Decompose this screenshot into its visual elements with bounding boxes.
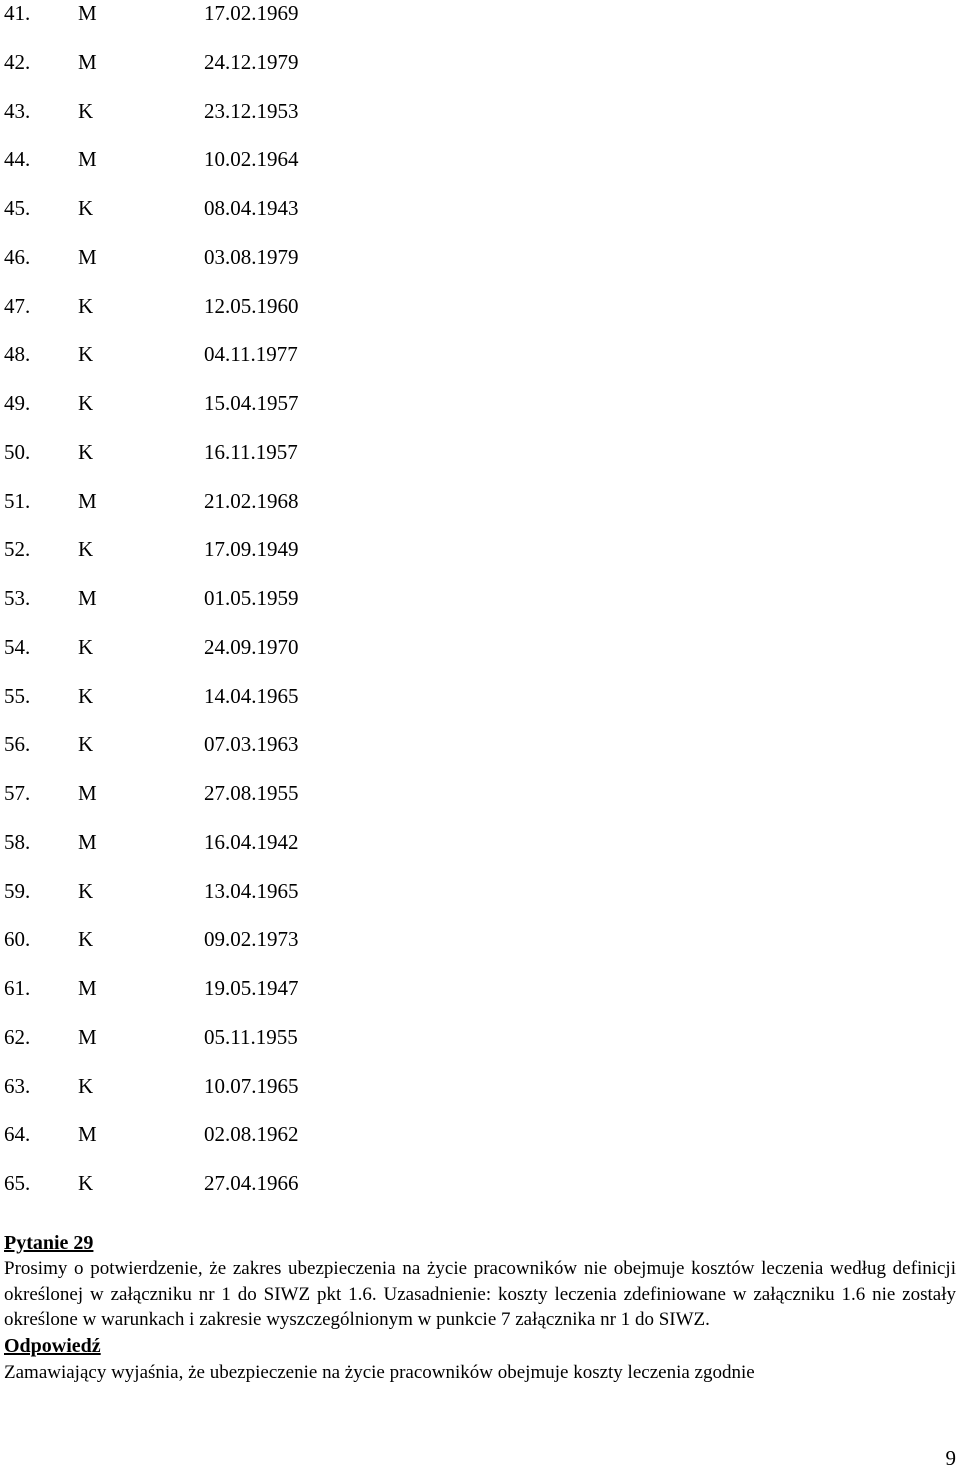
record-sex: K xyxy=(78,342,94,367)
record-num: 51. xyxy=(4,488,31,513)
record-sex: K xyxy=(78,1073,94,1098)
record-num: 53. xyxy=(4,586,31,610)
record-sex: K xyxy=(78,683,94,708)
record-date: 23.12.1953 xyxy=(204,98,299,123)
record-date: 03.08.1979 xyxy=(204,244,299,269)
list-item xyxy=(0,193,400,223)
record-date: 05.11.1955 xyxy=(204,1024,298,1049)
record-date: 09.02.1973 xyxy=(204,927,299,952)
list-item xyxy=(0,388,400,418)
record-date: 12.05.1960 xyxy=(204,293,299,318)
list-item xyxy=(0,291,400,321)
record-sex: K xyxy=(78,1171,94,1195)
record-sex: M xyxy=(78,829,97,854)
record-date: 13.04.1965 xyxy=(204,878,299,903)
record-sex: M xyxy=(78,1122,97,1147)
record-num: 48. xyxy=(4,342,31,367)
list-item xyxy=(0,973,400,1003)
record-num: 44. xyxy=(4,147,31,172)
record-sex: K xyxy=(78,634,94,659)
record-date: 17.02.1969 xyxy=(204,1,299,25)
record-sex: M xyxy=(78,586,97,610)
record-sex: K xyxy=(78,927,94,952)
list-item xyxy=(0,681,400,711)
record-date: 24.12.1979 xyxy=(204,49,299,74)
list-item xyxy=(0,876,400,906)
list-item xyxy=(0,924,400,954)
record-sex: K xyxy=(78,878,94,903)
record-date: 10.02.1964 xyxy=(204,147,299,172)
record-num: 41. xyxy=(4,1,31,25)
record-sex: M xyxy=(78,1,97,25)
record-num: 56. xyxy=(4,732,31,757)
question-heading: Pytanie 29 xyxy=(4,1232,94,1254)
record-num: 65. xyxy=(4,1171,31,1195)
answer-heading: Odpowiedź xyxy=(4,1334,101,1357)
record-sex: K xyxy=(78,98,94,123)
record-date: 17.09.1949 xyxy=(204,537,299,562)
record-num: 58. xyxy=(4,829,31,854)
record-date: 14.04.1965 xyxy=(204,683,299,708)
list-item xyxy=(0,144,400,174)
record-num: 43. xyxy=(4,98,31,123)
list-item xyxy=(0,486,400,516)
record-sex: M xyxy=(78,147,97,172)
list-item xyxy=(0,96,400,126)
record-date: 19.05.1947 xyxy=(204,976,299,1000)
record-num: 55. xyxy=(4,683,31,708)
record-date: 16.11.1957 xyxy=(204,439,298,464)
list-item xyxy=(0,1119,400,1149)
record-num: 63. xyxy=(4,1073,31,1098)
record-num: 50. xyxy=(4,439,31,464)
record-num: 59. xyxy=(4,878,31,903)
record-date: 10.07.1965 xyxy=(204,1073,299,1098)
page-number: 9 xyxy=(945,1446,956,1470)
list-item xyxy=(0,437,400,467)
list-item xyxy=(0,778,400,808)
record-num: 46. xyxy=(4,244,31,269)
answer-body: Zamawiający wyjaśnia, że ubezpieczenie na życie pracowników obejmuje koszty leczenia zgodnie xyxy=(4,1361,755,1383)
record-sex: M xyxy=(78,781,97,805)
record-num: 47. xyxy=(4,293,31,318)
list-item xyxy=(0,339,400,369)
record-sex: K xyxy=(78,391,94,415)
list-item xyxy=(0,827,400,857)
record-date: 24.09.1970 xyxy=(204,634,299,659)
list-item xyxy=(0,1022,400,1052)
record-sex: M xyxy=(78,488,97,513)
list-item xyxy=(0,1168,400,1198)
record-date: 27.04.1966 xyxy=(204,1171,299,1195)
record-date: 21.02.1968 xyxy=(204,488,299,513)
record-date: 02.08.1962 xyxy=(204,1122,299,1147)
record-date: 01.05.1959 xyxy=(204,586,299,610)
record-sex: M xyxy=(78,244,97,269)
record-sex: K xyxy=(78,537,94,562)
list-item xyxy=(0,0,400,28)
record-sex: M xyxy=(78,49,97,74)
list-item xyxy=(0,583,400,613)
record-date: 27.08.1955 xyxy=(204,781,299,805)
record-num: 64. xyxy=(4,1122,31,1147)
question-section xyxy=(4,1230,956,1387)
record-num: 57. xyxy=(4,781,31,805)
record-num: 61. xyxy=(4,976,31,1000)
record-sex: K xyxy=(78,293,94,318)
list-item xyxy=(0,242,400,272)
list-item xyxy=(0,47,400,77)
record-sex: K xyxy=(78,439,94,464)
list-item xyxy=(0,534,400,564)
record-date: 16.04.1942 xyxy=(204,829,299,854)
record-num: 52. xyxy=(4,537,31,562)
record-date: 07.03.1963 xyxy=(204,732,299,757)
record-date: 15.04.1957 xyxy=(204,391,299,415)
record-num: 60. xyxy=(4,927,31,952)
list-item xyxy=(0,632,400,662)
record-num: 45. xyxy=(4,196,31,220)
record-date: 04.11.1977 xyxy=(204,342,298,367)
record-num: 54. xyxy=(4,634,31,659)
record-num: 42. xyxy=(4,49,31,74)
record-num: 62. xyxy=(4,1024,31,1049)
record-sex: K xyxy=(78,732,94,757)
list-item xyxy=(0,1071,400,1101)
record-sex: K xyxy=(78,196,94,220)
record-date: 08.04.1943 xyxy=(204,196,299,220)
list-item xyxy=(0,729,400,759)
record-num: 49. xyxy=(4,391,31,415)
question-body: Prosimy o potwierdzenie, że zakres ubezpieczenia na życie pracowników nie obejmuje kosztów leczenia według definicji określonej w załączniku nr 1 do SIWZ pkt 1.6. Uzasadnienie: koszty leczenia zdefiniowane w załączniku 1.6 nie zostały określone w warunkach i zakresie wyszczególnionym w punkcie 7 załącznika nr 1 do SIWZ. xyxy=(4,1258,956,1330)
record-sex: M xyxy=(78,1024,97,1049)
record-sex: M xyxy=(78,976,97,1000)
